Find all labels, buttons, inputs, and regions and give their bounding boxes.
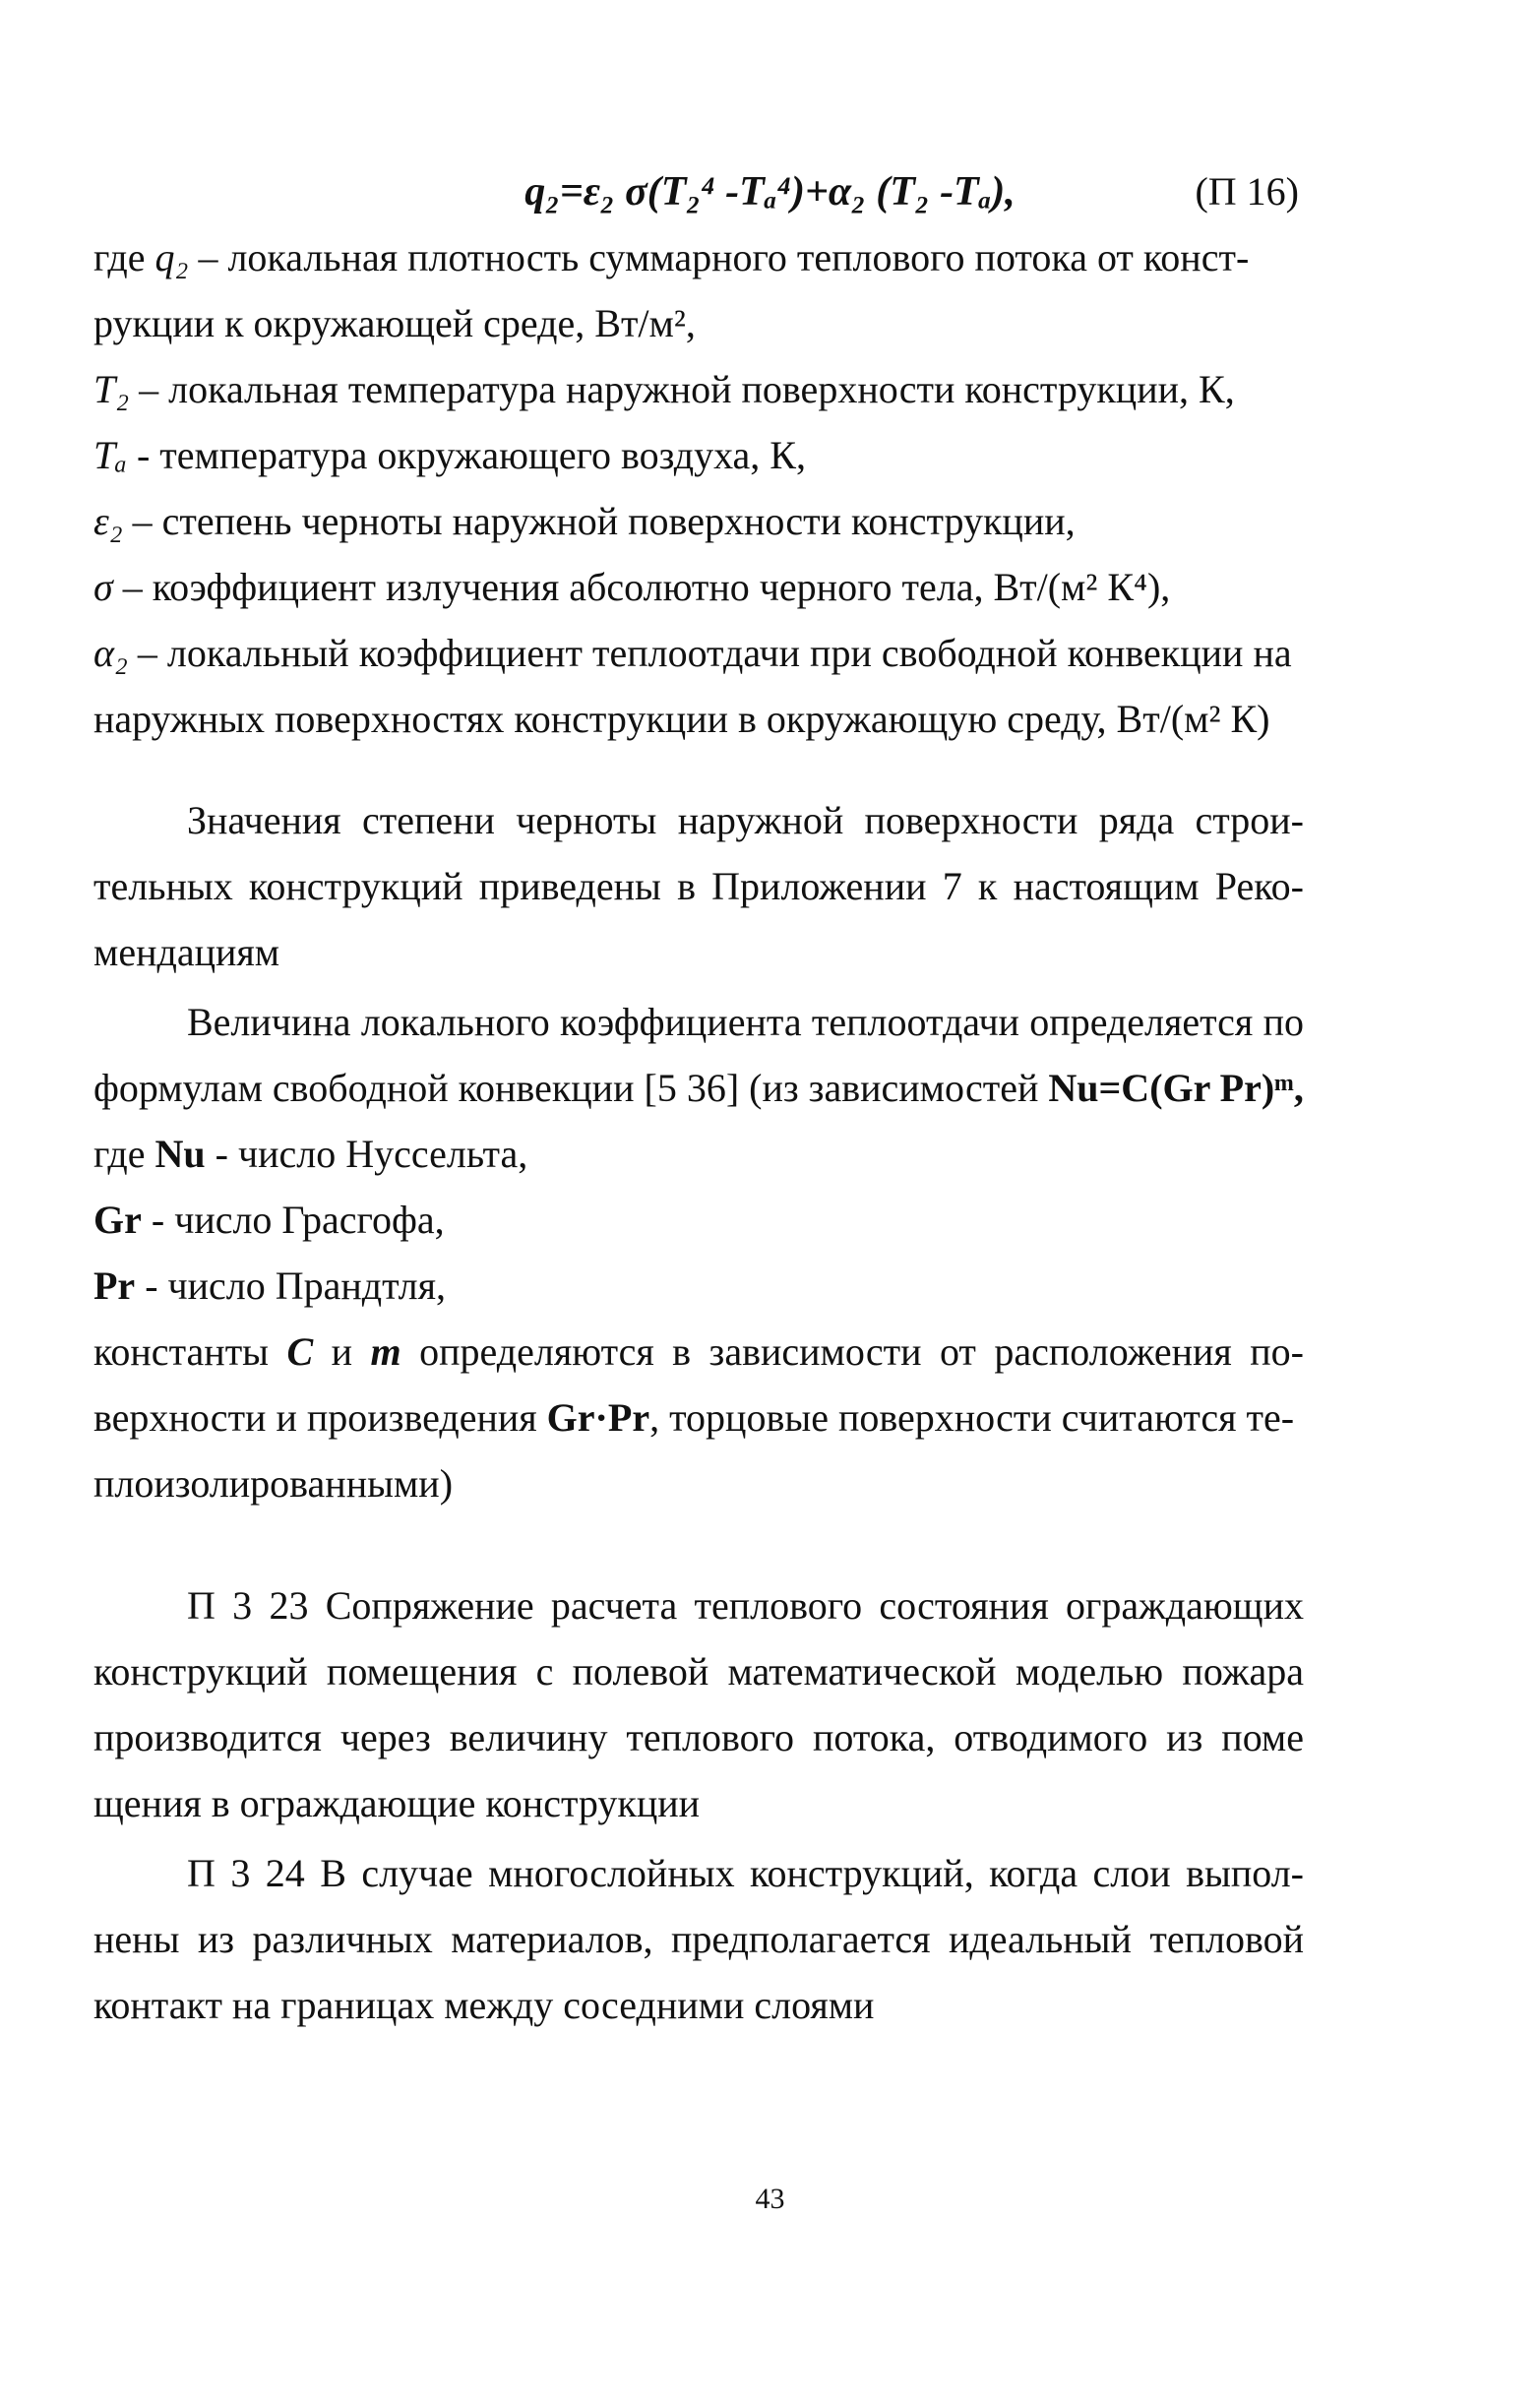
definition-symbol: σ: [93, 565, 113, 609]
definition-symbol: T₂: [93, 367, 130, 411]
formula-p16: q₂=ε₂ σ(T₂⁴ -Tₐ⁴)+α₂ (T₂ -Tₐ),: [524, 169, 1016, 215]
paragraph-line: П 3 24 В случае многослойных конструкций, когда слои выпол-: [187, 1851, 1304, 1895]
formula-number: (П 16): [1195, 169, 1299, 214]
definition-line: T₂ – локальная температура наружной поверхности конструкции, К,: [93, 367, 1235, 411]
paragraph-line: производится через величину теплового потока, отводимого из поме: [93, 1715, 1304, 1759]
paragraph-line: где Nu - число Нуссельта,: [93, 1132, 528, 1176]
paragraph-line: нены из различных материалов, предполагается идеальный тепловой: [93, 1917, 1304, 1961]
paragraph-line: константы C и m определяются в зависимости от расположения по-: [93, 1329, 1304, 1374]
paragraph-line: верхности и произведения Gr·Pr, торцовые поверхности считаются те-: [93, 1395, 1295, 1440]
paragraph-line: Pr - число Прандтля,: [93, 1263, 446, 1308]
paragraph-line: Значения степени черноты наружной поверхности ряда строи-: [187, 798, 1304, 842]
definition-symbol: q₂: [154, 235, 189, 279]
definition-line: наружных поверхностях конструкции в окружающую среду, Вт/(м² К): [93, 697, 1270, 741]
definition-line: α₂ – локальный коэффициент теплоотдачи при свободной конвекции на: [93, 631, 1292, 675]
definition-line: Tₐ - температура окружающего воздуха, К,: [93, 433, 806, 477]
paragraph-line: П 3 23 Сопряжение расчета теплового состояния ограждающих: [187, 1583, 1304, 1628]
paragraph-line: тельных конструкций приведены в Приложении 7 к настоящим Реко-: [93, 864, 1304, 908]
definitions-block: [93, 224, 1304, 752]
formula-row: [0, 162, 1540, 221]
paragraph-line: плоизолированными): [93, 1461, 454, 1506]
paragraph-line: щения в ограждающие конструкции: [93, 1781, 701, 1825]
definition-symbol: ε₂: [93, 499, 123, 543]
definition-line: рукции к окружающей среде, Вт/м²,: [93, 301, 696, 345]
paragraph-p3-23: [93, 1572, 1304, 1836]
paragraph-line: Величина локального коэффициента теплоотдачи определяется по: [187, 1000, 1304, 1044]
paragraph-line: мендациям: [93, 930, 280, 974]
definition-symbol: α₂: [93, 631, 128, 675]
definition-line: ε₂ – степень черноты наружной поверхности конструкции,: [93, 499, 1076, 543]
definition-line: где q₂ – локальная плотность суммарного теплового потока от конст-: [93, 235, 1250, 279]
paragraph-line: конструкций помещения с полевой математической моделью пожара: [93, 1649, 1304, 1694]
paragraph-line: формулам свободной конвекции [5 36] (из зависимостей Nu=C(Gr Pr)ᵐ,: [93, 1066, 1304, 1110]
paragraph-p3-24: [93, 1840, 1304, 2038]
nusselt-formula: Nu=C(Gr Pr)ᵐ,: [1048, 1066, 1304, 1110]
definition-line: σ – коэффициент излучения абсолютно черного тела, Вт/(м² К⁴),: [93, 565, 1171, 609]
paragraph-line: Gr - число Грасгофа,: [93, 1198, 445, 1242]
paragraph-convection: [93, 989, 1304, 1516]
page-number: 43: [755, 2183, 785, 2215]
paragraph-line: контакт на границах между соседними слоями: [93, 1983, 875, 2027]
paragraph-emissivity: [93, 787, 1304, 985]
definition-symbol: Tₐ: [93, 433, 127, 477]
